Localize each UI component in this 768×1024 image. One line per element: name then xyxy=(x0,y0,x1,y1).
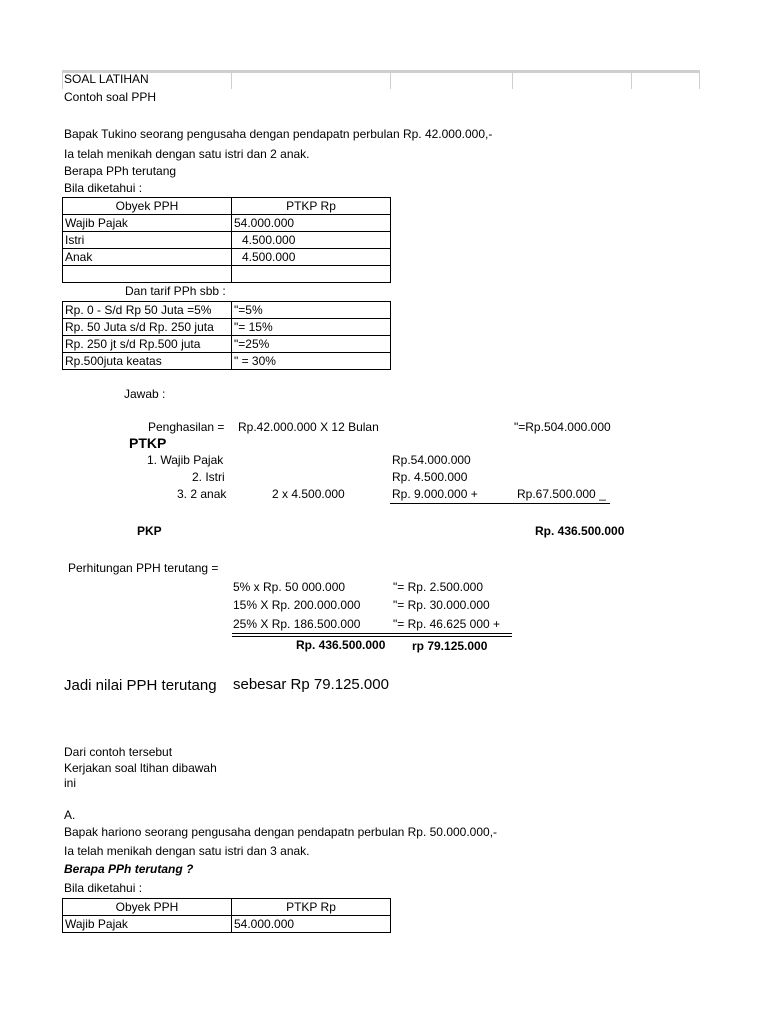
gridline xyxy=(390,73,391,89)
calc-row-left: 25% X Rp. 186.500.000 xyxy=(233,617,361,631)
sum-underline xyxy=(390,503,610,504)
penghasilan-label: Penghasilan = xyxy=(148,420,225,434)
ptkp-item-value: Rp. 9.000.000 + xyxy=(392,487,478,501)
calc-row-left: 15% X Rp. 200.000.000 xyxy=(233,598,361,612)
answer-label: Jawab : xyxy=(124,387,166,401)
table-cell: Wajib Pajak xyxy=(63,916,232,933)
calc-row-right: "= Rp. 46.625 000 + xyxy=(393,617,501,631)
table-cell: Rp. 250 jt s/d Rp.500 juta xyxy=(63,336,232,353)
sheet-subtitle: Contoh soal PPH xyxy=(64,90,157,104)
conclusion-part2: sebesar Rp 79.125.000 xyxy=(233,676,389,693)
table-cell: Anak xyxy=(63,249,232,266)
tarif-title: Dan tarif PPh sbb : xyxy=(125,284,226,298)
calc-row-left: 5% x Rp. 50 000.000 xyxy=(233,580,346,594)
table-cell: Rp. 0 - S/d Rp 50 Juta =5% xyxy=(63,302,232,319)
calc-total-left: Rp. 436.500.000 xyxy=(296,638,386,652)
table-cell: "=5% xyxy=(232,302,391,319)
table-header-row xyxy=(63,899,391,916)
table-row xyxy=(63,232,391,249)
tarif-table xyxy=(62,301,391,370)
table-cell: Rp. 50 Juta s/d Rp. 250 juta xyxy=(63,319,232,336)
exercise-intro-line1: Bapak hariono seorang pengusaha dengan pendapatn perbulan Rp. 50.000.000,- xyxy=(64,825,498,839)
table-header-row xyxy=(63,198,391,215)
ptkp-item-label: 3. 2 anak xyxy=(177,487,227,501)
table-row xyxy=(63,336,391,353)
table-cell xyxy=(63,266,232,283)
penghasilan-result: "=Rp.504.000.000 xyxy=(514,420,611,434)
table-cell: Rp.500juta keatas xyxy=(63,353,232,370)
gridline xyxy=(512,73,513,89)
table-cell: "=25% xyxy=(232,336,391,353)
ptkp-item-value: Rp. 4.500.000 xyxy=(392,470,468,484)
table-header-cell: Obyek PPH xyxy=(63,198,232,215)
table-cell: Istri xyxy=(63,232,232,249)
perhitungan-label: Perhitungan PPH terutang = xyxy=(68,561,219,575)
example-ptkp-table xyxy=(62,197,391,283)
exercise-instruction: Dari contoh tersebut xyxy=(64,745,173,759)
example-intro-line2: Ia telah menikah dengan satu istri dan 2 anak. xyxy=(64,147,310,161)
ptkp-item-label: 1. Wajib Pajak xyxy=(147,453,224,467)
example-intro-line1: Bapak Tukino seorang pengusaha dengan pendapatn perbulan Rp. 42.000.000,- xyxy=(64,127,493,141)
calc-underline xyxy=(232,633,512,634)
table-row xyxy=(63,916,391,933)
calc-total-right: rp 79.125.000 xyxy=(412,639,488,653)
table-row xyxy=(63,249,391,266)
table-header-cell: Obyek PPH xyxy=(63,899,232,916)
table-cell: 54.000.000 xyxy=(232,215,391,232)
exercise-instruction: Kerjakan soal ltihan dibawah xyxy=(64,761,217,775)
sheet-title: SOAL LATIHAN xyxy=(64,72,149,86)
exercise-question: Berapa PPh terutang ? xyxy=(64,862,194,876)
table-header-cell: PTKP Rp xyxy=(232,899,391,916)
ptkp-item-calc: 2 x 4.500.000 xyxy=(272,487,345,501)
table-row xyxy=(63,302,391,319)
table-row xyxy=(63,353,391,370)
ptkp-item-value: Rp.54.000.000 xyxy=(392,453,471,467)
pkp-label: PKP xyxy=(137,524,162,538)
exercise-ptkp-table xyxy=(62,898,391,933)
gridline xyxy=(631,73,632,89)
gridline xyxy=(699,73,700,89)
calc-row-right: "= Rp. 30.000.000 xyxy=(393,598,490,612)
table-cell: 4.500.000 xyxy=(232,249,391,266)
ptkp-total: Rp.67.500.000 _ xyxy=(517,487,606,501)
gridline xyxy=(231,73,232,89)
example-question: Berapa PPh terutang xyxy=(64,164,177,178)
table-cell: " = 30% xyxy=(232,353,391,370)
table-cell: Wajib Pajak xyxy=(63,215,232,232)
exercise-known: Bila diketahui : xyxy=(64,881,143,895)
ptkp-label: PTKP xyxy=(129,435,167,451)
table-cell xyxy=(232,266,391,283)
pkp-value: Rp. 436.500.000 xyxy=(535,524,625,538)
table-cell: 54.000.000 xyxy=(232,916,391,933)
table-row xyxy=(63,319,391,336)
example-known: Bila diketahui : xyxy=(64,181,143,195)
table-header-cell: PTKP Rp xyxy=(232,198,391,215)
exercise-instruction: ini xyxy=(64,776,77,790)
table-row xyxy=(63,266,391,283)
table-row xyxy=(63,215,391,232)
penghasilan-calc: Rp.42.000.000 X 12 Bulan xyxy=(238,420,379,434)
exercise-intro-line2: Ia telah menikah dengan satu istri dan 3 anak. xyxy=(64,844,310,858)
header-top-border xyxy=(62,70,700,73)
calc-row-right: "= Rp. 2.500.000 xyxy=(393,580,483,594)
table-cell: "= 15% xyxy=(232,319,391,336)
exercise-label: A. xyxy=(64,808,76,822)
calc-underline xyxy=(232,636,512,637)
sheet-header-gridlines xyxy=(62,70,700,87)
table-cell: 4.500.000 xyxy=(232,232,391,249)
gridline xyxy=(62,73,63,89)
conclusion-part1: Jadi nilai PPH terutang xyxy=(64,677,217,694)
ptkp-item-label: 2. Istri xyxy=(192,470,225,484)
